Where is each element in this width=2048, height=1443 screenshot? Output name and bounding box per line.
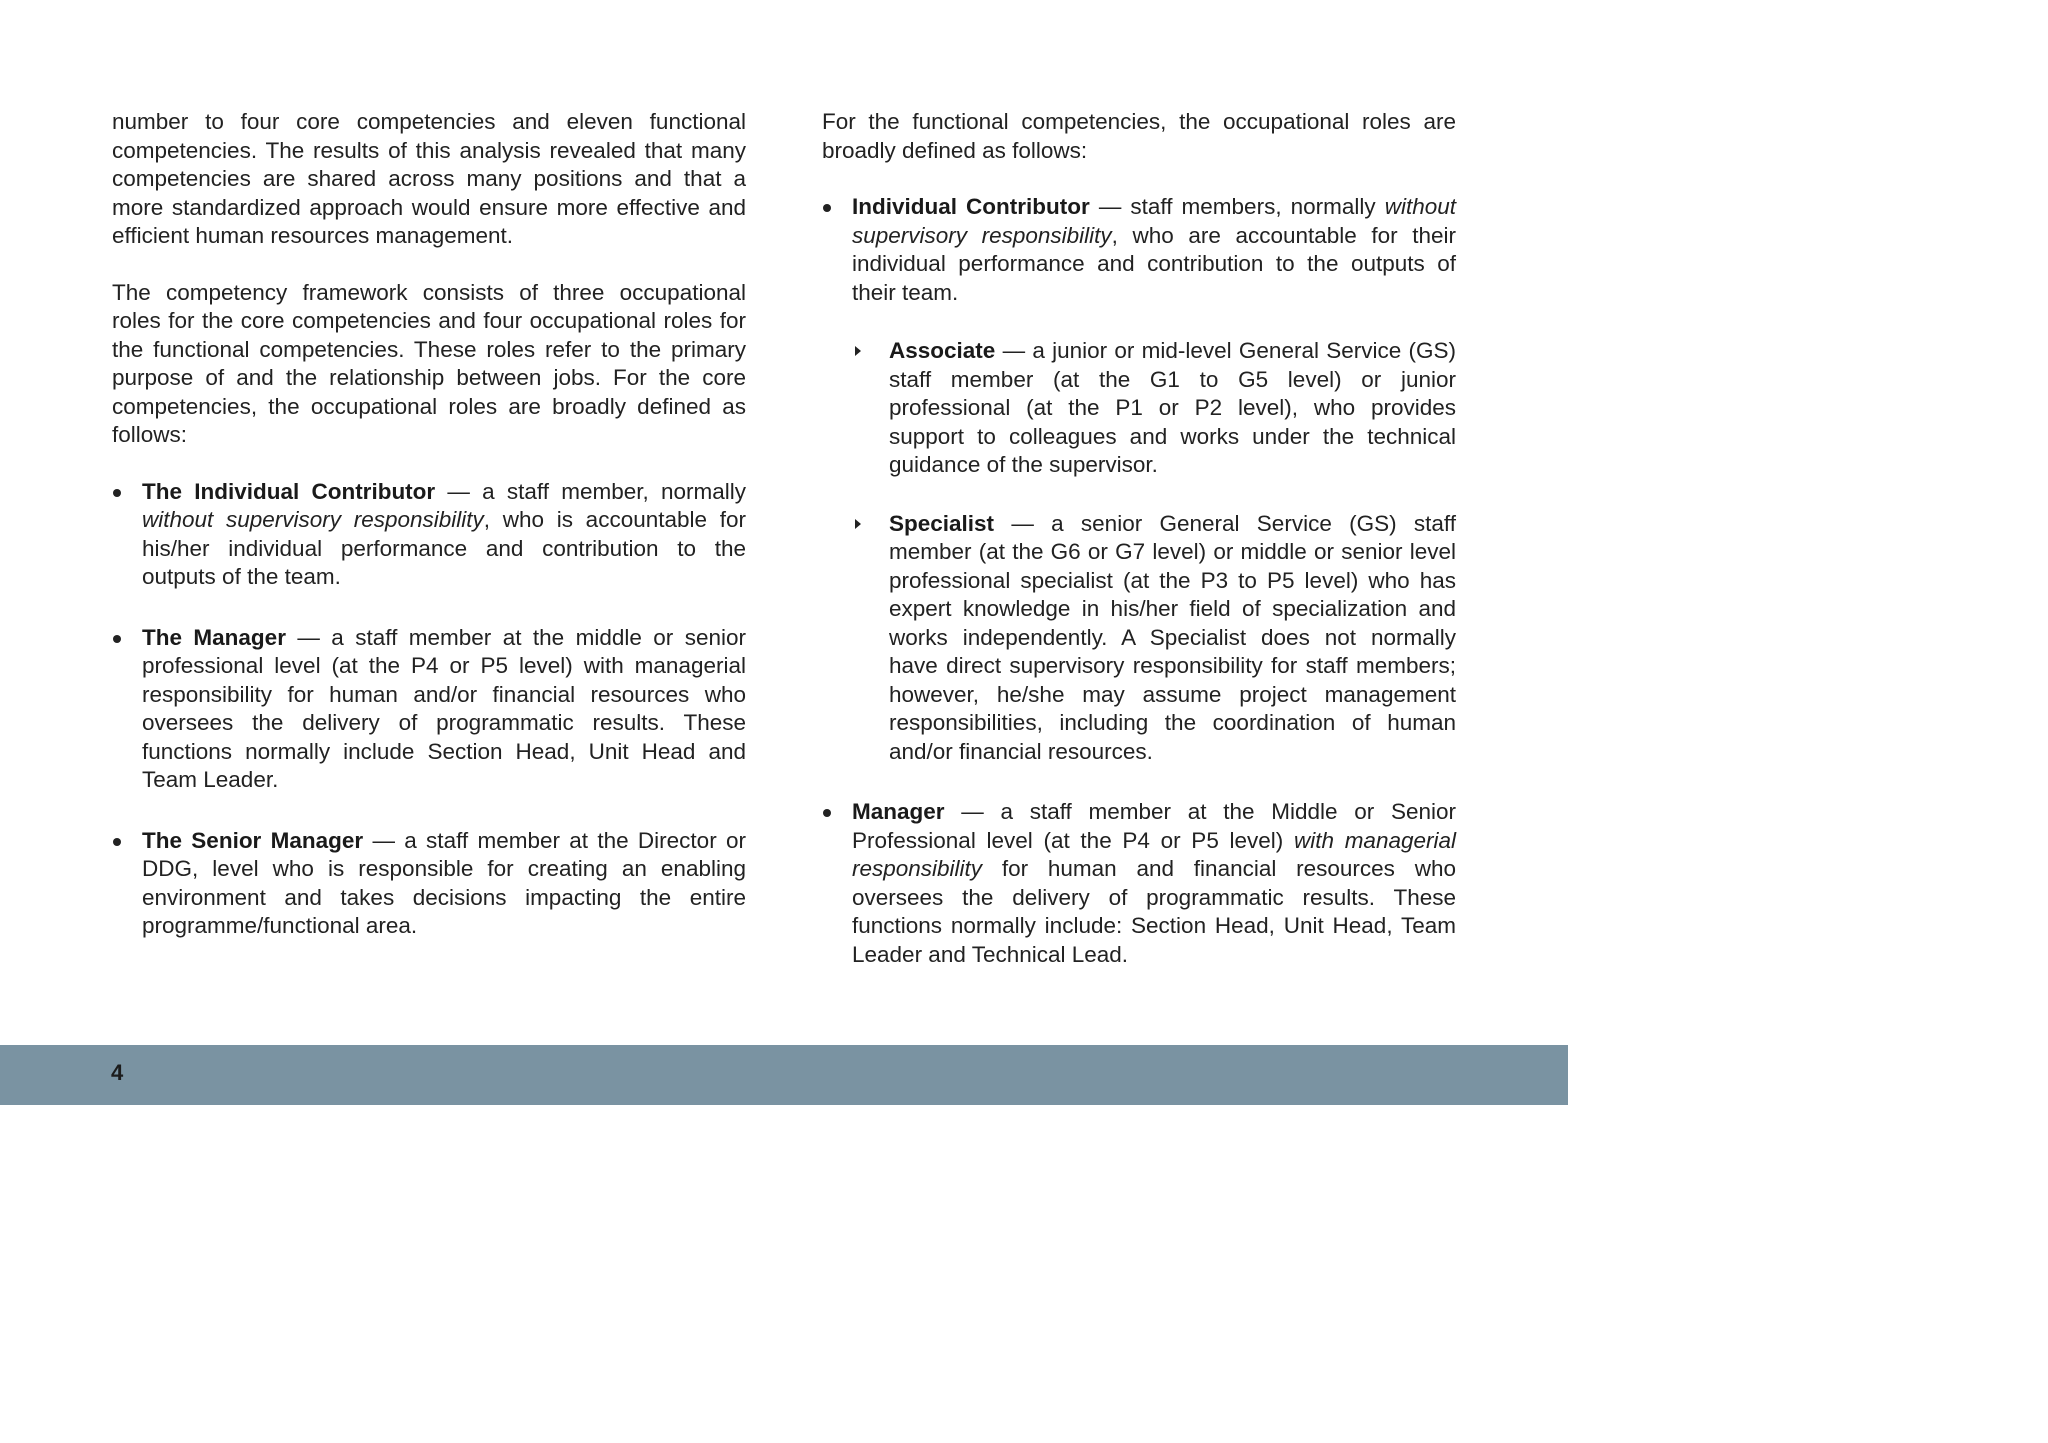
role-description: staff members, normally <box>1130 194 1385 219</box>
role-manager-functional <box>822 798 1456 969</box>
bullet-icon <box>823 204 831 212</box>
footer-bar <box>0 1045 1568 1105</box>
sub-roles-list <box>852 337 1456 766</box>
bullet-icon <box>113 635 121 643</box>
role-description: a staff member, normally <box>482 478 746 504</box>
role-title: The Manager <box>142 624 286 650</box>
functional-roles-list <box>822 193 1456 969</box>
role-description-emphasis: with managerial responsibility <box>852 827 1457 881</box>
bullet-icon <box>823 809 831 817</box>
role-title: Individual Contributor <box>852 194 1090 219</box>
role-description-emphasis: without supervisory responsibility <box>852 194 1456 248</box>
sub-role-title: Associate <box>889 338 996 363</box>
role-individual-contributor <box>112 478 746 592</box>
role-senior-manager <box>112 827 746 941</box>
em-dash: — <box>285 624 332 650</box>
role-description: , who are accountable for their individual performance and contribution to the outputs of their team. <box>852 222 1456 305</box>
role-title: Manager <box>852 799 945 824</box>
triangle-bullet-icon <box>855 346 861 356</box>
left-column <box>112 108 746 973</box>
right-column <box>822 108 1456 1001</box>
sub-role-description: a senior General Service (GS) staff member (at the G6 or G7 level) or middle or senior level professional specialist (at the P3 to P5 level) who has expert knowledge in his/her field of specialization and works independently. A Specialist does not normally have direct supervisory responsibility for staff members; however, he/she may assume project management responsibilities, including the coordination of human and/or financial resources. <box>889 510 1456 764</box>
sub-role-associate <box>852 337 1456 480</box>
role-title: The Individual Contributor <box>142 478 436 504</box>
em-dash: — <box>995 338 1033 363</box>
role-description-emphasis: without supervisory responsibility <box>142 507 484 532</box>
bullet-icon <box>113 489 121 497</box>
sub-role-specialist <box>852 510 1456 767</box>
role-description: , who is accountable for his/her individual performance and contribution to the outputs of the team. <box>142 507 746 589</box>
sub-role-title: Specialist <box>889 510 995 536</box>
triangle-bullet-icon <box>855 519 861 529</box>
core-roles-list <box>112 478 746 941</box>
em-dash: — <box>363 827 405 853</box>
role-individual-contributor-functional <box>822 193 1456 766</box>
role-title: The Senior Manager <box>142 827 364 853</box>
bullet-icon <box>113 838 121 846</box>
role-description: a staff member at the Middle or Senior Professional level (at the P4 or P5 level) <box>852 799 1456 853</box>
em-dash: — <box>435 478 483 504</box>
role-description: a staff member at the Director or DDG, level who is responsible for creating an enabling environment and takes decisions impacting the entire programme/functional area. <box>142 827 746 938</box>
em-dash: — <box>994 510 1052 536</box>
page-number: 4 <box>111 1060 124 1085</box>
role-description: a staff member at the middle or senior professional level (at the P4 or P5 level) with managerial responsibility for human and/or financial resources who oversees the delivery of programmatic results. These functions normally include Section Head, Unit Head and Team Leader. <box>142 624 746 792</box>
em-dash: — <box>944 799 1001 824</box>
role-manager <box>112 624 746 795</box>
intro-paragraph: number to four core competencies and eleven functional competencies. The results of this analysis revealed that many competencies are shared across many positions and that a more standardized approach would ensure more effective and efficient human resources management. <box>112 109 746 248</box>
functional-intro-paragraph: For the functional competencies, the occupational roles are broadly defined as follows: <box>822 109 1456 163</box>
em-dash: — <box>1089 194 1131 219</box>
role-description: for human and financial resources who oversees the delivery of programmatic results. These functions normally include: Section Head, Unit Head, Team Leader and Technical Lead. <box>852 856 1456 967</box>
framework-paragraph: The competency framework consists of three occupational roles for the core competencies and four occupational roles for the functional competencies. These roles refer to the primary purpose of and the relationship between jobs. For the core competencies, the occupational roles are broadly defined as follows: <box>112 279 746 447</box>
sub-role-description: a junior or mid-level General Service (GS) staff member (at the G1 to G5 level) or junior professional (at the P1 or P2 level), who provides support to colleagues and works under the technical guidance of the supervisor. <box>889 338 1456 477</box>
